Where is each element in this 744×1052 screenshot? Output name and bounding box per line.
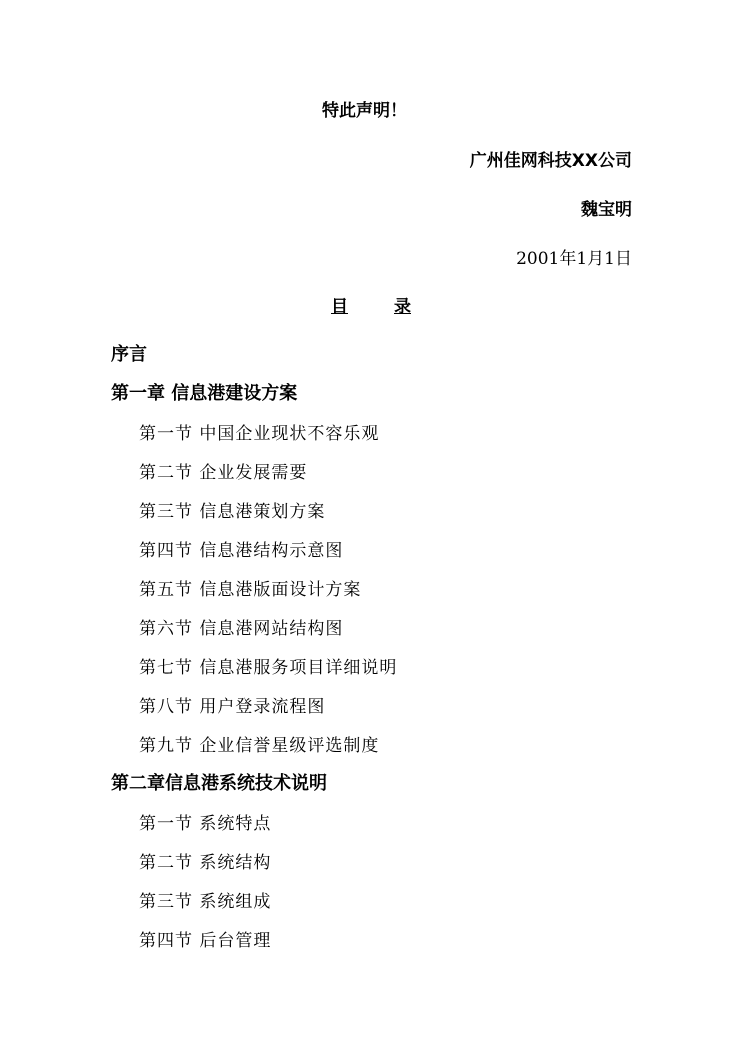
toc-ch1-section-1: 第一节 中国企业现状不容乐观 (139, 424, 380, 444)
toc-ch1-section-7: 第七节 信息港服务项目详细说明 (139, 658, 398, 678)
toc-ch2-section-3: 第三节 系统组成 (139, 892, 272, 912)
toc-chapter-2: 第二章信息港系统技术说明 (111, 773, 327, 794)
toc-title-left: 目 (331, 297, 348, 317)
toc-title (331, 292, 411, 317)
toc-ch2-section-4: 第四节 后台管理 (139, 931, 272, 951)
toc-ch1-section-3: 第三节 信息港策划方案 (139, 502, 326, 522)
toc-preface: 序言 (111, 344, 147, 365)
toc-ch1-section-4: 第四节 信息港结构示意图 (139, 541, 344, 561)
toc-ch2-section-1: 第一节 系统特点 (139, 814, 272, 834)
document-date: 2001年1月1日 (516, 249, 632, 269)
toc-ch2-section-2: 第二节 系统结构 (139, 853, 272, 873)
company-name: 广州佳网科技XX公司 (469, 151, 632, 171)
toc-ch1-section-9: 第九节 企业信誉星级评选制度 (139, 736, 380, 756)
toc-ch1-section-5: 第五节 信息港版面设计方案 (139, 580, 362, 600)
toc-ch1-section-6: 第六节 信息港网站结构图 (139, 619, 344, 639)
toc-title-right: 录 (394, 297, 411, 317)
signer-name: 魏宝明 (581, 200, 632, 220)
toc-chapter-1: 第一章 信息港建设方案 (111, 383, 298, 404)
toc-ch1-section-2: 第二节 企业发展需要 (139, 463, 308, 483)
toc-ch1-section-8: 第八节 用户登录流程图 (139, 697, 326, 717)
declaration-text: 特此声明！ (322, 101, 407, 121)
